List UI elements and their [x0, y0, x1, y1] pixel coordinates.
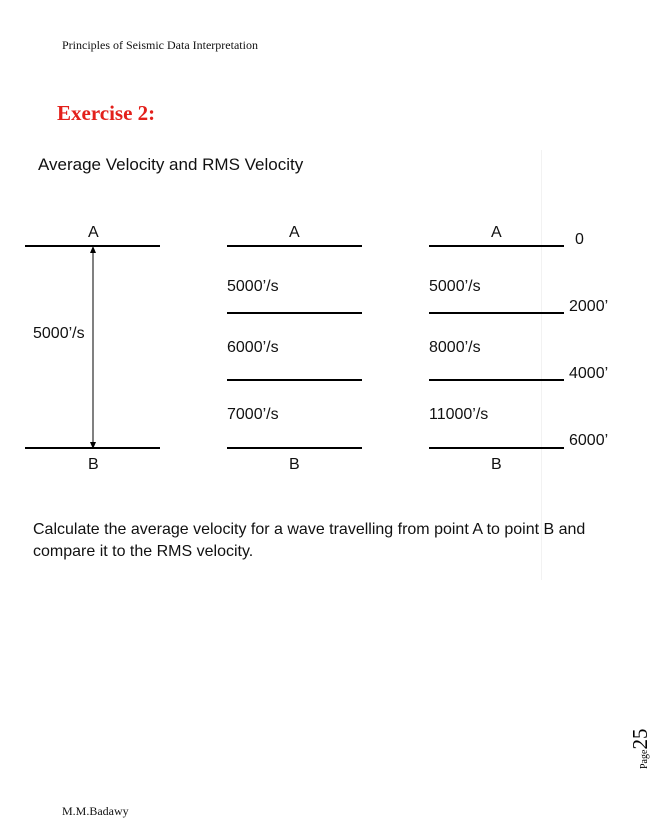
layer-boundary-1	[429, 312, 564, 314]
faint-divider	[541, 150, 542, 580]
page-word: Page	[639, 749, 650, 769]
interval-velocity-label: 5000’/s	[33, 325, 85, 342]
page-number-value: 25	[628, 728, 652, 750]
depth-label-6000: 6000’	[569, 432, 609, 449]
layer-2-velocity: 8000’/s	[429, 339, 481, 356]
figure-title: Average Velocity and RMS Velocity	[38, 155, 304, 174]
depth-label-4000: 4000’	[569, 365, 609, 382]
point-a-label: A	[88, 224, 99, 241]
horizon-line-a	[429, 245, 564, 247]
point-b-label: B	[491, 456, 502, 473]
horizon-line-a	[227, 245, 362, 247]
author-footer: M.M.Badawy	[62, 804, 129, 818]
layer-1-velocity: 5000’/s	[429, 278, 481, 295]
point-b-label: B	[88, 456, 99, 473]
running-header: Principles of Seismic Data Interpretation	[62, 38, 258, 52]
exercise-question: Calculate the average velocity for a wave travelling from point A to point B and compare it to the RMS velocity.	[33, 521, 586, 560]
point-a-label: A	[289, 224, 300, 241]
layer-boundary-2	[429, 379, 564, 381]
layer-boundary-1	[227, 312, 362, 314]
exercise-title: Exercise 2:	[57, 101, 156, 125]
page-number	[602, 714, 652, 769]
horizon-line-b	[429, 447, 564, 449]
layer-2-velocity: 6000’/s	[227, 339, 279, 356]
layer-1-velocity: 5000’/s	[227, 278, 279, 295]
depth-label-0: 0	[575, 231, 584, 248]
layer-3-velocity: 7000’/s	[227, 406, 279, 423]
depth-label-2000: 2000’	[569, 298, 609, 315]
horizon-line-b	[227, 447, 362, 449]
horizon-line-b	[25, 447, 160, 449]
point-b-label: B	[289, 456, 300, 473]
double-arrow-icon	[85, 246, 101, 449]
point-a-label: A	[491, 224, 502, 241]
layer-3-velocity: 11000’/s	[429, 406, 489, 423]
layer-boundary-2	[227, 379, 362, 381]
